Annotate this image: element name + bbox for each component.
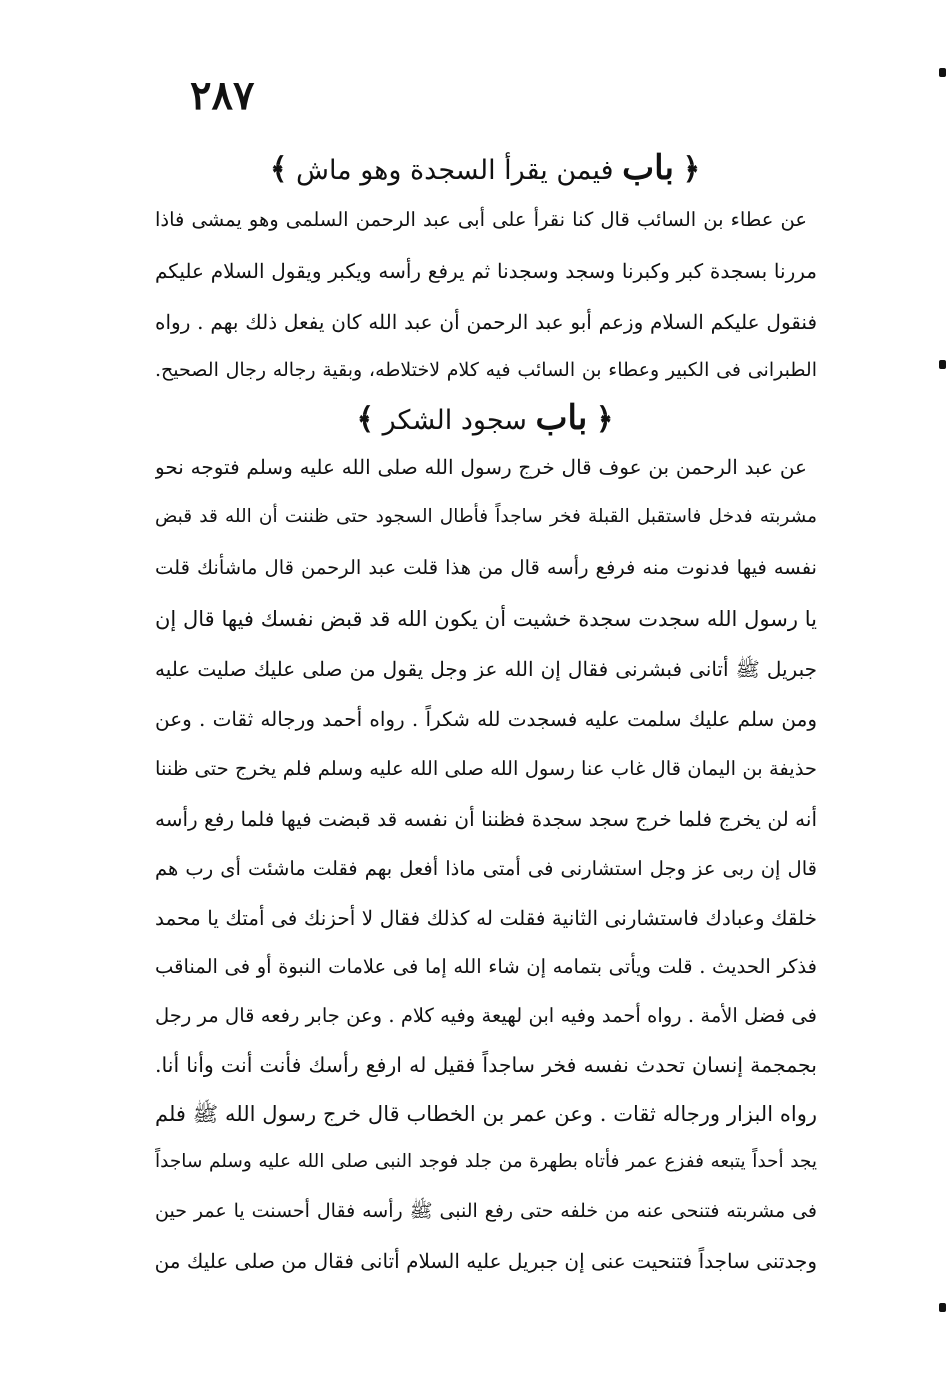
chapter-label: باب bbox=[622, 148, 674, 188]
text-line: مشربته فدخل فاستقبل القبلة فخر ساجداً فأطال السجود حتى ظننت أن الله قد قبض bbox=[155, 506, 817, 527]
chapter-label: باب bbox=[535, 398, 588, 438]
text-line: فنقول عليكم السلام وزعم أبو عبد الرحمن أن عبد الله كان يفعل ذلك بهم . رواه bbox=[155, 310, 817, 334]
section-heading bbox=[150, 146, 820, 190]
text-line: الطبرانى فى الكبير وعطاء بن السائب فيه كلام لاختلاطه، وبقية رجاله رجال الصحيح. bbox=[155, 359, 817, 381]
ornamental-bracket-close: ﴾ bbox=[356, 402, 375, 437]
text-line: عن عبد الرحمن بن عوف قال خرج رسول الله صلى الله عليه وسلم فتوجه نحو bbox=[155, 455, 807, 479]
ornamental-bracket-open: ﴿ bbox=[682, 152, 701, 187]
text-line: فى فضل الأمة . رواه أحمد وفيه ابن لهيعة وفيه كلام . وعن جابر رفعه قال مر رجل bbox=[155, 1004, 817, 1027]
text-line: حذيفة بن اليمان قال غاب عنا رسول الله صلى الله عليه وسلم فلم يخرج حتى ظننا bbox=[155, 757, 817, 780]
text-line: رواه البزار ورجاله ثقات . وعن عمر بن الخطاب قال خرج رسول الله ﷺ فلم bbox=[155, 1102, 817, 1126]
text-line: يجد أحداً يتبعه ففزع عمر فأتاه بطهرة من جلد فوجد النبى صلى الله عليه وسلم ساجداً bbox=[155, 1151, 817, 1172]
chapter-title: سجود الشكر bbox=[382, 405, 527, 436]
section-heading bbox=[150, 396, 820, 440]
binding-mark bbox=[939, 360, 946, 369]
text-line: يا رسول الله سجدت سجدة خشيت أن يكون الله قد قبض نفسك فيها قال إن bbox=[155, 607, 817, 631]
chapter-title: فيمن يقرأ السجدة وهو ماش bbox=[296, 155, 614, 186]
text-line: مررنا بسجدة كبر وكبرنا وسجد وسجدنا ثم يرفع رأسه ويكبر ويقول السلام عليكم bbox=[155, 259, 817, 283]
text-line: بجمجمة إنسان تحدث نفسه فخر ساجداً فقيل له ارفع رأسك فأنت أنت وأنا أنا. bbox=[155, 1053, 817, 1077]
binding-mark bbox=[939, 68, 946, 77]
text-line: عن عطاء بن السائب قال كنا نقرأ على أبى عبد الرحمن السلمى وهو يمشى فاذا bbox=[155, 208, 807, 231]
text-line: أنه لن يخرج فلما خرج سجد سجدة فظننا أن نفسه قد قبضت فيها فلما رفع رأسه bbox=[155, 807, 817, 831]
text-line: خلقك وعبادك فاستشارنى الثانية فقلت له كذلك فقال لا أحزنك فى أمتك يا محمد bbox=[155, 906, 817, 930]
page-number: ٢٨٧ bbox=[190, 72, 255, 119]
ornamental-bracket-open: ﴿ bbox=[595, 402, 614, 437]
binding-mark bbox=[939, 1303, 946, 1312]
ornamental-bracket-close: ﴾ bbox=[269, 152, 288, 187]
text-line: وجدتنى ساجداً فتنحيت عنى إن جبريل عليه السلام أتانى فقال من صلى عليك من bbox=[155, 1249, 817, 1273]
text-line: فذكر الحديث . قلت ويأتى بتمامه إن شاء الله إما فى علامات النبوة أو فى المناقب bbox=[155, 955, 817, 978]
text-line: ومن سلم عليك سلمت عليه فسجدت لله شكراً . رواه أحمد ورجاله ثقات . وعن bbox=[155, 707, 817, 731]
text-line: قال إن ربى عز وجل استشارنى فى أمتى ماذا أفعل بهم فقلت ماشئت أى رب هم bbox=[155, 857, 817, 880]
text-line: نفسه فيها فدنوت منه فرفع رأسه قال من هذا قلت عبد الرحمن قال ماشأنك قلت bbox=[155, 556, 817, 579]
text-line: جبريل ﷺ أتانى فبشرنى فقال إن الله عز وجل يقول من صلى عليك صليت عليه bbox=[155, 657, 817, 681]
text-line: فى مشربته فتنحى عنه من خلفه حتى رفع النبى ﷺ رأسه فقال أحسنت يا عمر حين bbox=[155, 1200, 817, 1222]
